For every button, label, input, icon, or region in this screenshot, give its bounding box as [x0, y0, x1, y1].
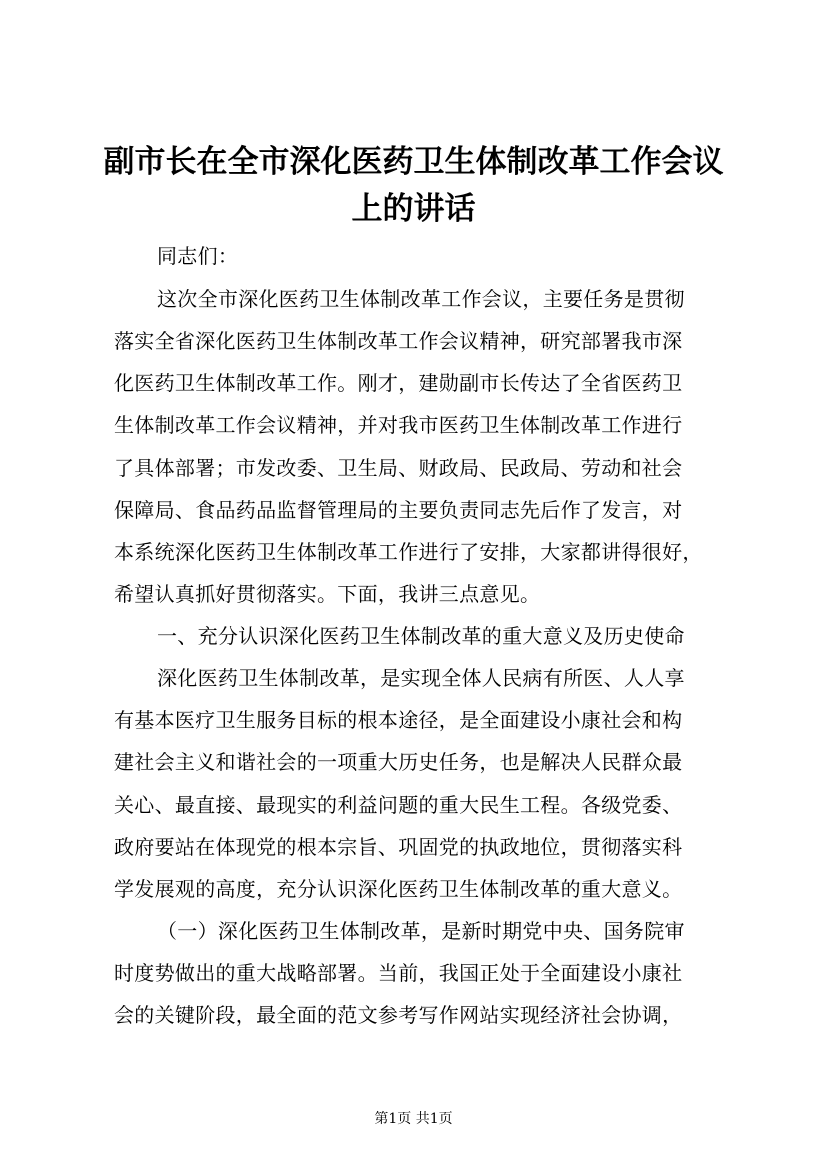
paragraph-line: 深化医药卫生体制改革，是实现全体人民病有所医、人人享 [157, 666, 685, 690]
paragraph-line: 落实全省深化医药卫生体制改革工作会议精神，研究部署我市深 [114, 329, 683, 353]
page-number-footer: 第1页 共1页 [374, 1111, 453, 1127]
paragraph-line: 有基本医疗卫生服务目标的根本途径，是全面建设小康社会和构 [114, 708, 683, 732]
paragraph-line: 建社会主义和谐社会的一项重大历史任务，也是解决人民群众最 [114, 750, 683, 774]
paragraph-line: 学发展观的高度，充分认识深化医药卫生体制改革的重大意义。 [114, 877, 683, 901]
paragraph-line: 政府要站在体现党的根本宗旨、巩固党的执政地位，贯彻落实科 [114, 835, 683, 859]
paragraph-line: 本系统深化医药卫生体制改革工作进行了安排，大家都讲得很好， [114, 540, 703, 564]
paragraph-line: 关心、最直接、最现实的利益问题的重大民生工程。各级党委、 [114, 793, 683, 817]
paragraph-line: 时度势做出的重大战略部署。当前，我国正处于全面建设小康社 [114, 961, 683, 985]
paragraph-line: 会的关键阶段，最全面的范文参考写作网站实现经济社会协调， [114, 1003, 683, 1027]
document-title-line-2: 上的讲话 [351, 191, 476, 227]
salutation: 同志们： [157, 244, 239, 268]
paragraph-line: 这次全市深化医药卫生体制改革工作会议，主要任务是贯彻 [157, 287, 685, 311]
paragraph-line: 保障局、食品药品监督管理局的主要负责同志先后作了发言，对 [114, 498, 683, 522]
section-heading: 一、充分认识深化医药卫生体制改革的重大意义及历史使命 [157, 624, 685, 648]
paragraph-line: 化医药卫生体制改革工作。刚才，建勋副市长传达了全省医药卫 [114, 371, 683, 395]
paragraph-line: 希望认真抓好贯彻落实。下面，我讲三点意见。 [114, 582, 541, 606]
paragraph-line: 生体制改革工作会议精神，并对我市医药卫生体制改革工作进行 [114, 413, 683, 437]
document-title-line-1: 副市长在全市深化医药卫生体制改革工作会议 [103, 144, 724, 180]
paragraph-line: 了具体部署；市发改委、卫生局、财政局、民政局、劳动和社会 [114, 456, 683, 480]
paragraph-line: （一）深化医药卫生体制改革，是新时期党中央、国务院审 [157, 919, 685, 943]
